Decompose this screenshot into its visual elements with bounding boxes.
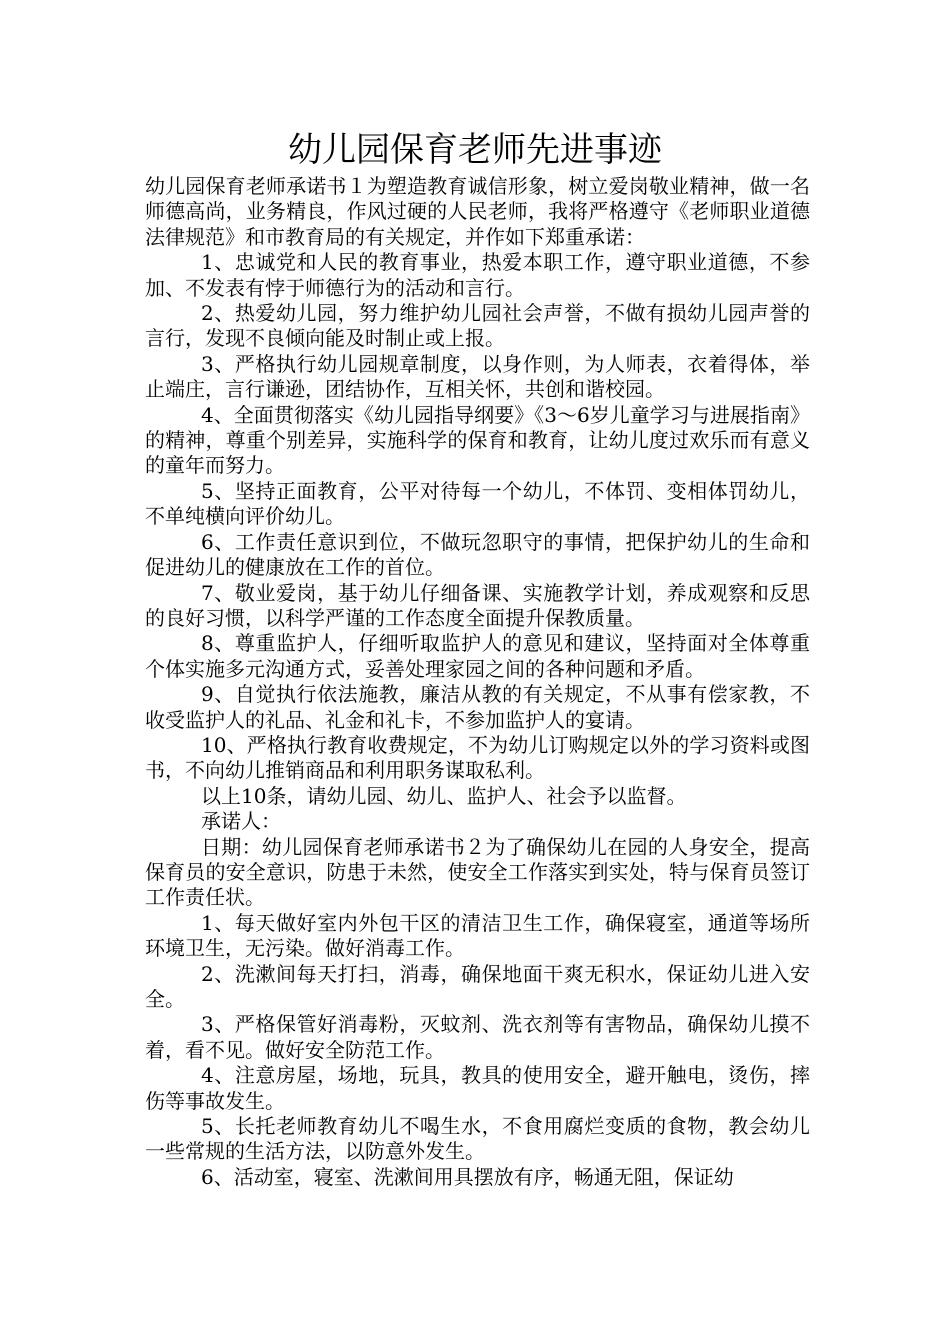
body-paragraph: 幼儿园保育老师承诺书１为塑造教育诚信形象，树立爱岗敬业精神，做一名师德高尚，业务精良，作风过硬的人民老师，我将严格遵守《老师职业道德法律规范》和市教育局的有关规定，并作如下郑重承诺： — [145, 174, 810, 249]
body-paragraph: 7、敬业爱岗，基于幼儿仔细备课、实施教学计划，养成观察和反思的良好习惯，以科学严谨的工作态度全面提升保教质量。 — [145, 580, 810, 630]
body-paragraph: 8、尊重监护人，仔细听取监护人的意见和建议，坚持面对全体尊重个体实施多元沟通方式，妥善处理家园之间的各种问题和矛盾。 — [145, 631, 810, 681]
body-paragraph: 4、全面贯彻落实《幼儿园指导纲要》《3～6岁儿童学习与进展指南》的精神，尊重个别差异，实施科学的保育和教育，让幼儿度过欢乐而有意义的童年而努力。 — [145, 402, 810, 478]
body-paragraph: 9、自觉执行依法施教，廉洁从教的有关规定，不从事有偿家教，不收受监护人的礼品、礼金和礼卡，不参加监护人的宴请。 — [145, 682, 810, 732]
body-paragraph: 2、热爱幼儿园，努力维护幼儿园社会声誉，不做有损幼儿园声誉的言行，发现不良倾向能及时制止或上报。 — [145, 301, 810, 351]
body-paragraph: 5、长托老师教育幼儿不喝生水，不食用腐烂变质的食物，教会幼儿一些常规的生活方法，以防意外发生。 — [145, 1114, 810, 1164]
document-body — [145, 174, 810, 1190]
body-paragraph: 1、每天做好室内外包干区的清洁卫生工作，确保寝室，通道等场所环境卫生，无污染。做好消毒工作。 — [145, 910, 810, 961]
body-paragraph: 承诺人： — [201, 809, 281, 834]
body-paragraph: 5、坚持正面教育，公平对待每一个幼儿，不体罚、变相体罚幼儿，不单纯横向评价幼儿。 — [145, 478, 810, 529]
body-paragraph: 10、严格执行教育收费规定，不为幼儿订购规定以外的学习资料或图书，不向幼儿推销商品和利用职务谋取私利。 — [145, 732, 810, 783]
body-paragraph: 6、工作责任意识到位，不做玩忽职守的事情，把保护幼儿的生命和促进幼儿的健康放在工作的首位。 — [145, 529, 810, 580]
body-paragraph: 3、严格保管好消毒粉，灭蚊剂、洗衣剂等有害物品，确保幼儿摸不着，看不见。做好安全防范工作。 — [145, 1012, 810, 1062]
body-paragraph: 日期：幼儿园保育老师承诺书２为了确保幼儿在园的人身安全，提高保育员的安全意识，防患于未然，使安全工作落实到实处，特与保育员签订工作责任状。 — [145, 834, 810, 910]
body-paragraph: 3、严格执行幼儿园规章制度，以身作则，为人师表，衣着得体，举止端庄，言行谦逊，团结协作，互相关怀，共创和谐校园。 — [145, 351, 810, 402]
body-paragraph: 1、忠诚党和人民的教育事业，热爱本职工作，遵守职业道德，不参加、不发表有悖于师德行为的活动和言行。 — [145, 250, 810, 300]
body-paragraph: 6、活动室，寝室、洗漱间用具摆放有序，畅通无阻，保证幼 — [201, 1164, 734, 1189]
body-paragraph: 以上10条，请幼儿园、幼儿、监护人、社会予以监督。 — [201, 783, 687, 808]
body-paragraph: 4、注意房屋，场地，玩具，教具的使用安全，避开触电，烫伤，摔伤等事故发生。 — [145, 1063, 810, 1113]
body-paragraph: 2、洗漱间每天打扫，消毒，确保地面干爽无积水，保证幼儿进入安全。 — [145, 961, 810, 1011]
document-title: 幼儿园保育老师先进事迹 — [288, 130, 662, 170]
